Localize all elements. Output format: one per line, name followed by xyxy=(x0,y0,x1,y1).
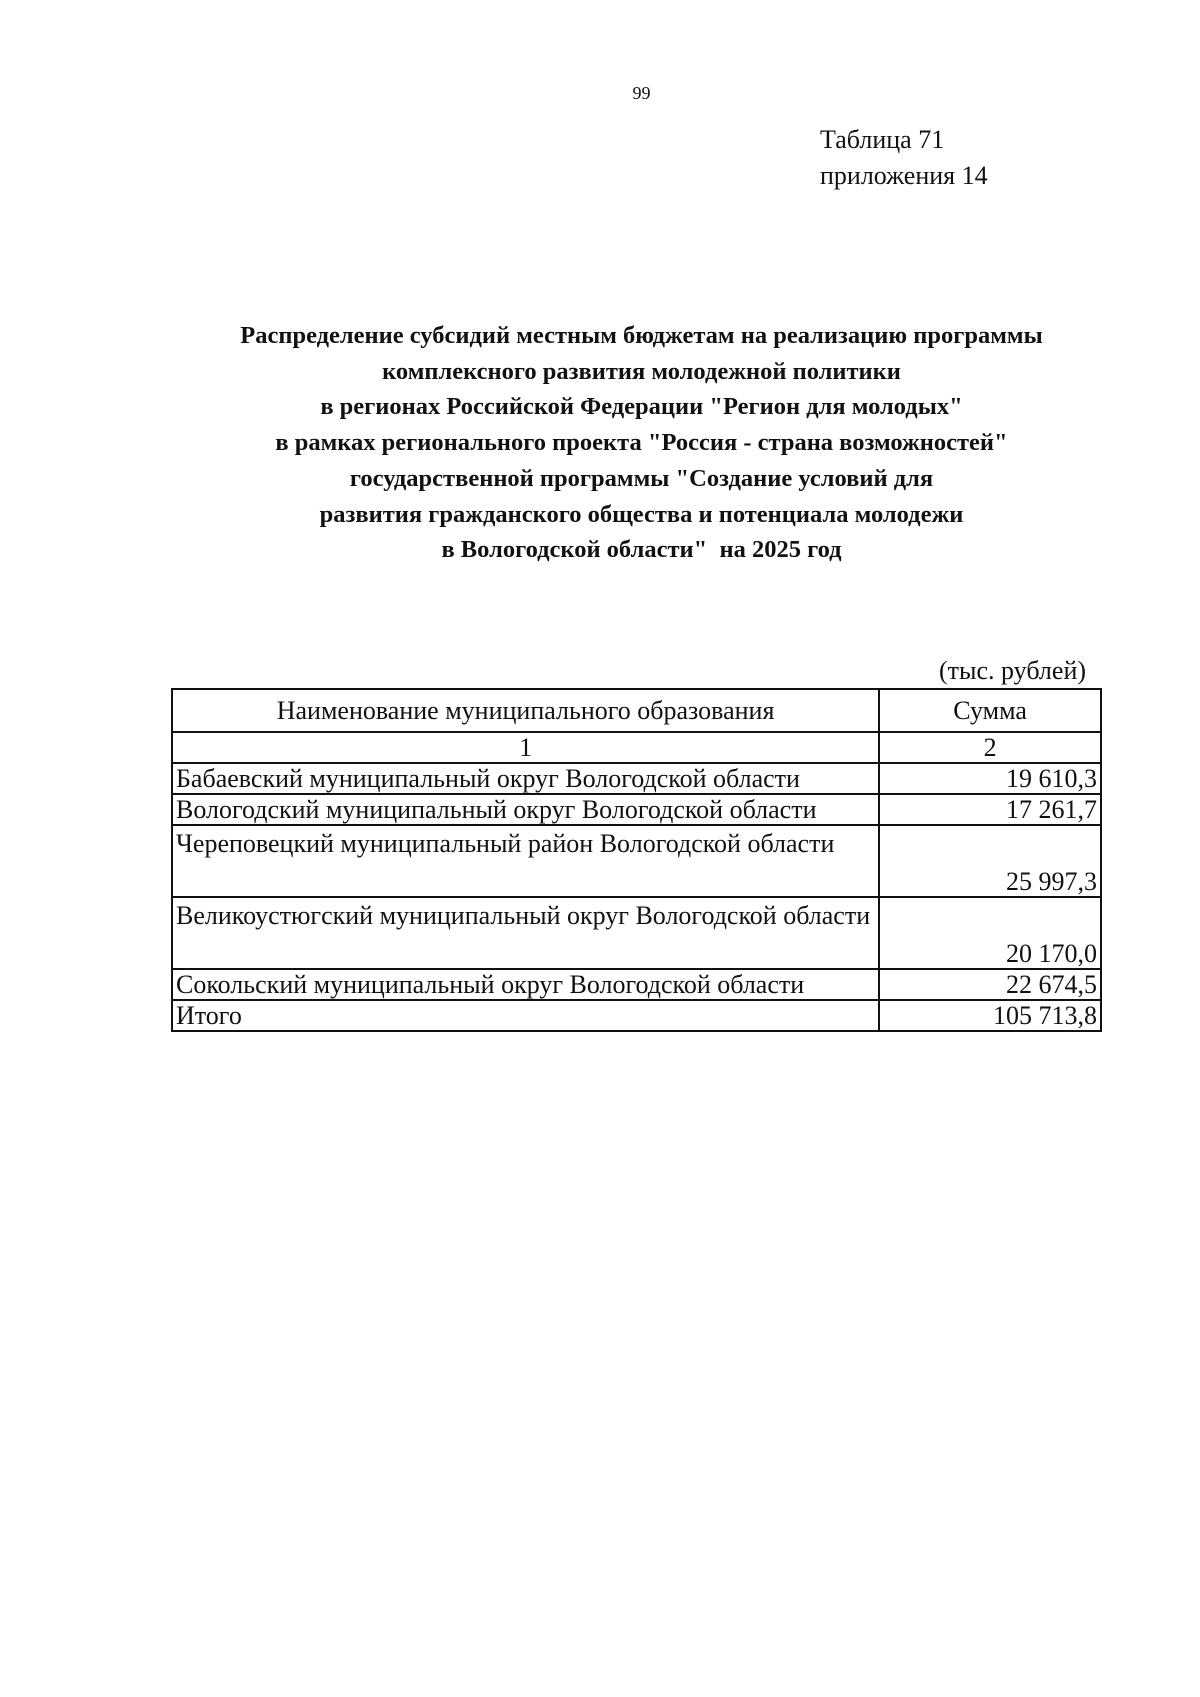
page-number: 99 xyxy=(632,83,651,103)
column-header-sum: Сумма xyxy=(879,689,1101,732)
title-line: в рамках регионального проекта "Россия - страна возможностей" xyxy=(275,429,1008,457)
table-number: Таблица 71 xyxy=(820,125,945,154)
table-header-row xyxy=(172,689,1101,732)
table-row xyxy=(172,897,1101,969)
subsidy-amount: 19 610,3 xyxy=(879,763,1101,794)
subsidy-table xyxy=(171,688,1102,1032)
column-number-row xyxy=(172,732,1101,763)
table-row xyxy=(172,794,1101,825)
column-header-name: Наименование муниципального образования xyxy=(172,689,879,732)
title-line: государственной программы "Создание условий для xyxy=(349,464,934,492)
subsidy-amount: 25 997,3 xyxy=(879,825,1101,897)
subsidy-amount: 20 170,0 xyxy=(879,897,1101,969)
title-line: в регионах Российской Федерации "Регион для молодых" xyxy=(320,393,963,421)
column-number: 2 xyxy=(879,732,1101,763)
title-line: развития гражданского общества и потенциала молодежи xyxy=(319,500,964,528)
subsidy-amount: 22 674,5 xyxy=(879,969,1101,1000)
total-label: Итого xyxy=(172,1000,879,1031)
municipality-name: Вологодский муниципальный округ Вологодской области xyxy=(172,794,879,825)
table-reference xyxy=(820,122,988,194)
total-row xyxy=(172,1000,1101,1031)
table-row xyxy=(172,969,1101,1000)
title-line: комплексного развития молодежной политики xyxy=(382,357,901,385)
units-label: (тыс. рублей) xyxy=(939,656,1087,685)
municipality-name: Бабаевский муниципальный округ Вологодской области xyxy=(172,763,879,794)
document-title xyxy=(0,318,1200,568)
municipality-name: Череповецкий муниципальный район Вологодской области xyxy=(172,825,879,897)
subsidy-amount: 17 261,7 xyxy=(879,794,1101,825)
total-amount: 105 713,8 xyxy=(879,1000,1101,1031)
table-row xyxy=(172,825,1101,897)
column-number: 1 xyxy=(172,732,879,763)
municipality-name: Сокольский муниципальный округ Вологодской области xyxy=(172,969,879,1000)
municipality-name: Великоустюгский муниципальный округ Вологодской области xyxy=(172,897,879,969)
title-line: в Вологодской области" на 2025 год xyxy=(441,536,842,564)
table-row xyxy=(172,763,1101,794)
appendix-number: приложения 14 xyxy=(820,161,988,190)
title-line: Распределение субсидий местным бюджетам на реализацию программы xyxy=(240,322,1043,349)
